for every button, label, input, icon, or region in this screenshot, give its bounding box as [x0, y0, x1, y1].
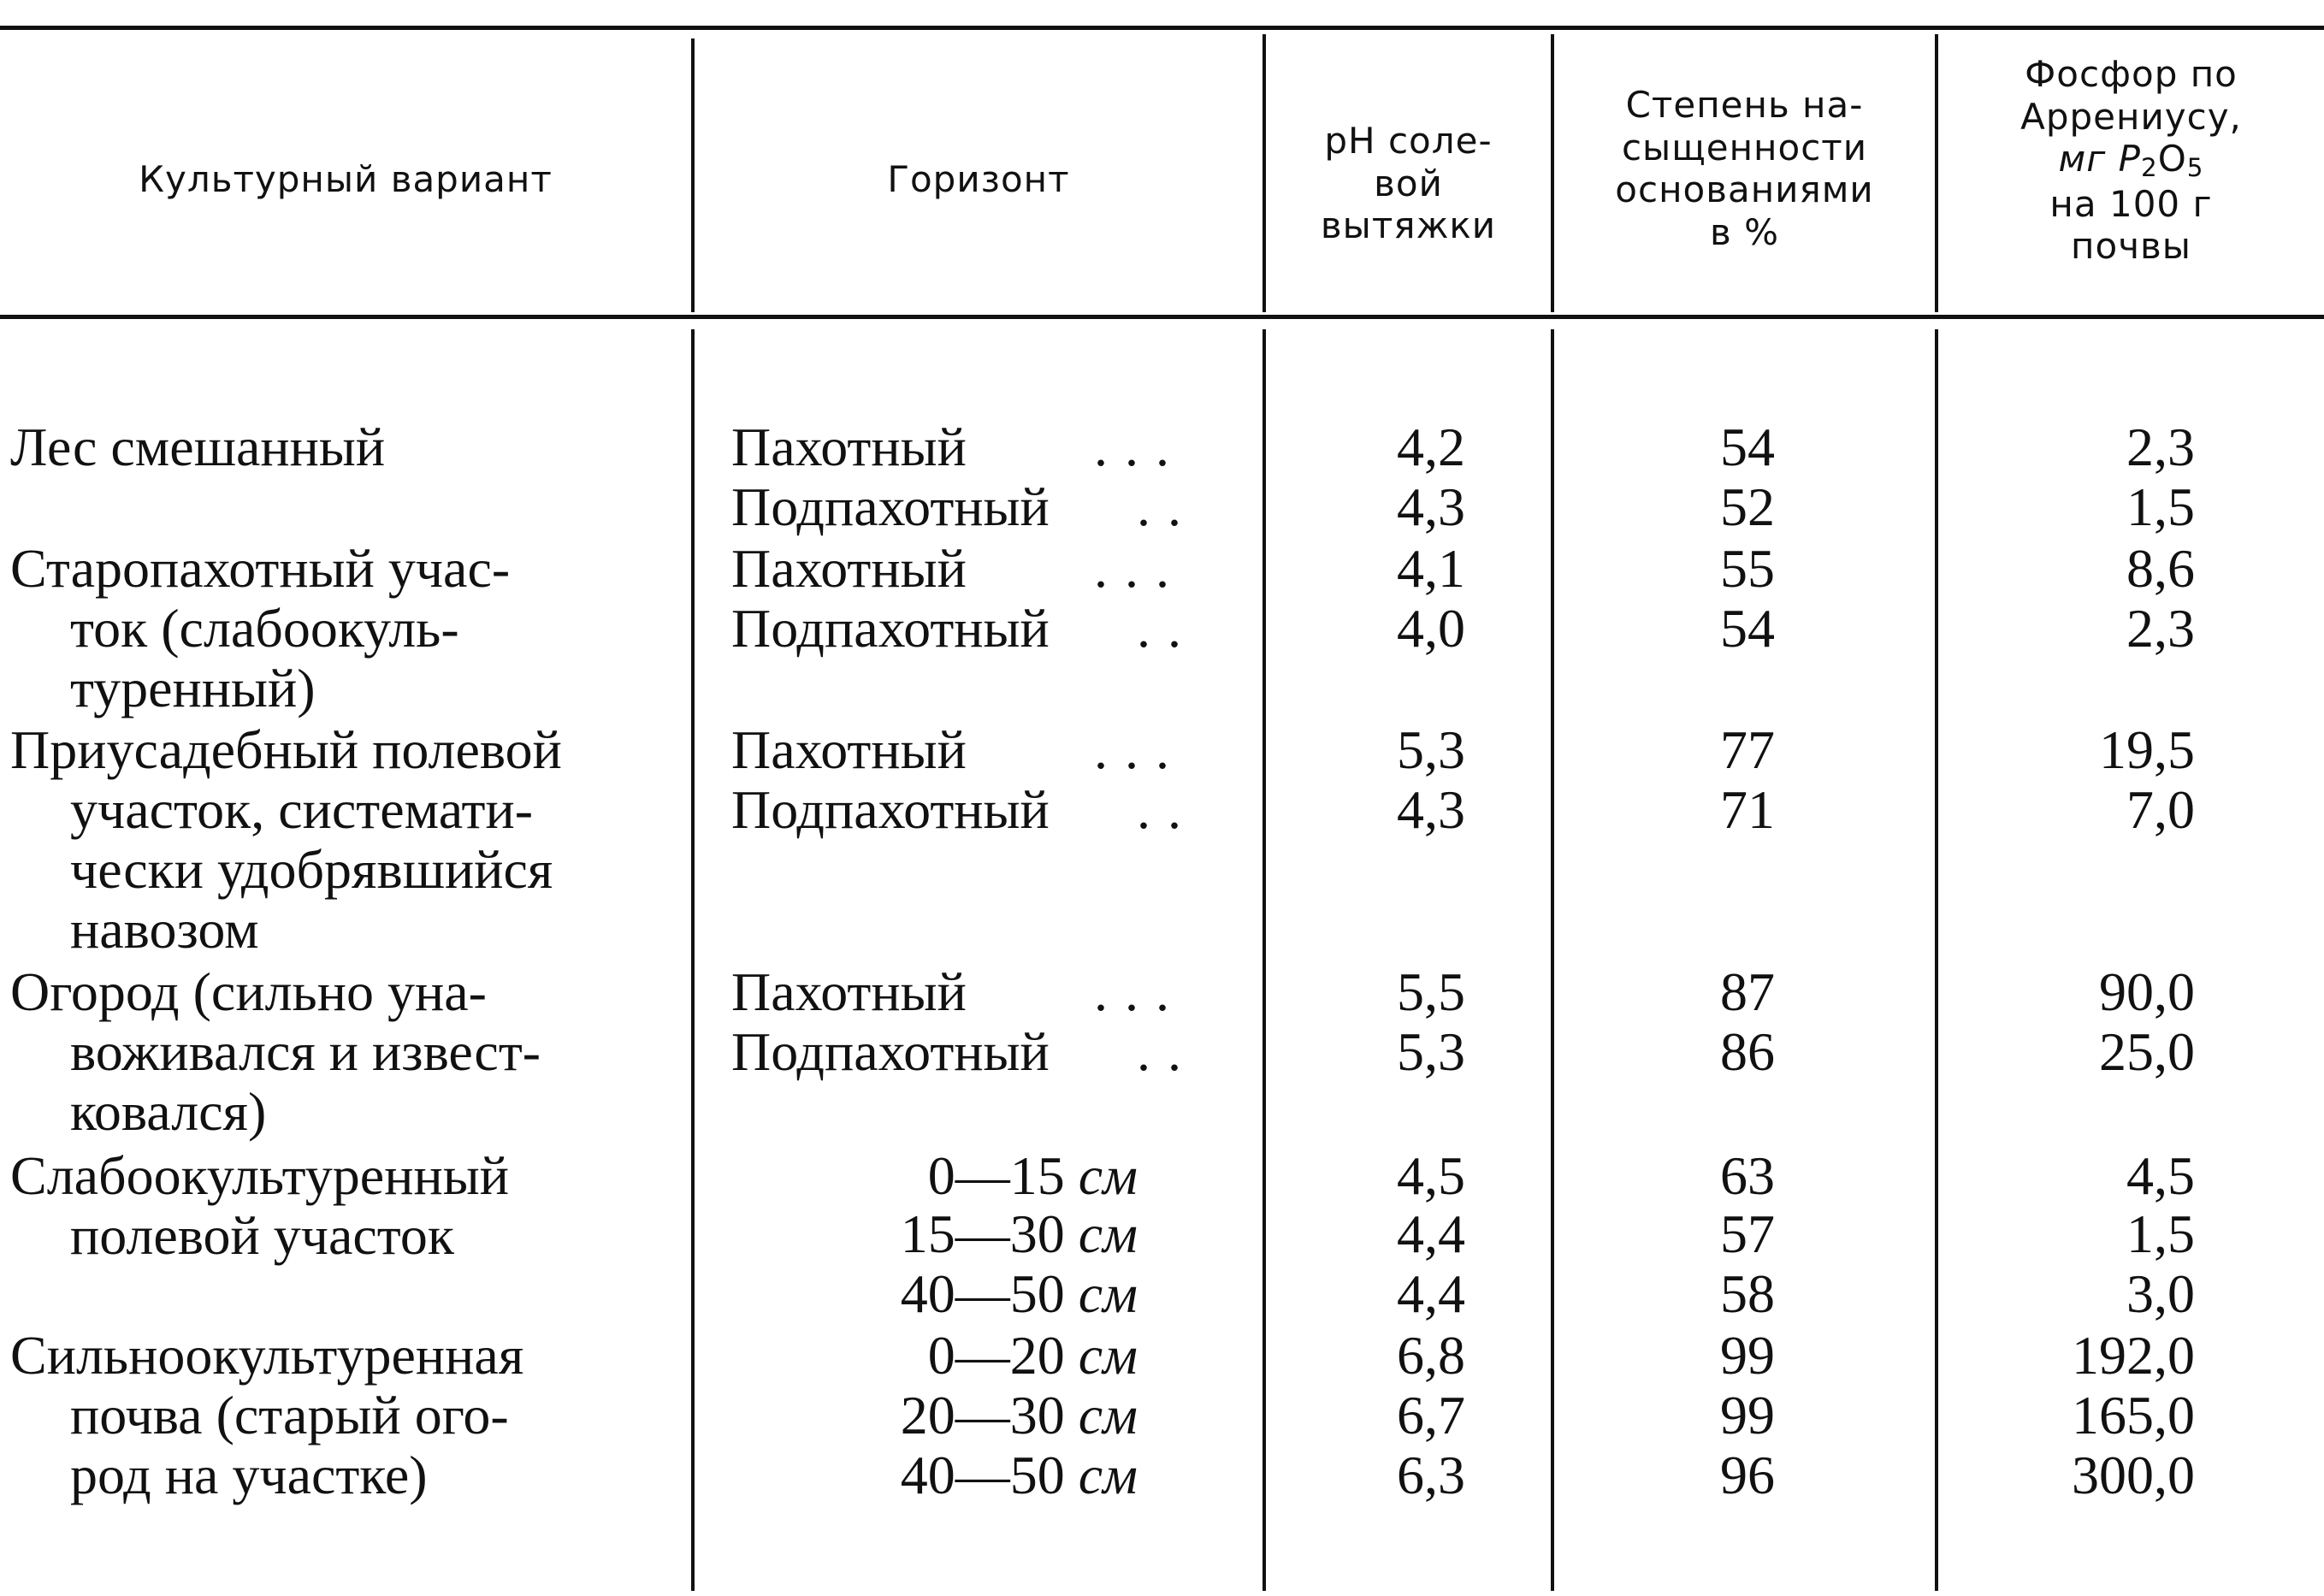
horizon-cell: 20—30 см — [900, 1385, 1138, 1445]
ph-cell: 5,5 — [1397, 961, 1465, 1022]
saturation-cell: 71 — [1720, 779, 1775, 840]
saturation-cell: 57 — [1720, 1203, 1775, 1264]
horizon-cell: Пахотный ... — [731, 538, 1186, 599]
phosphorus-cell: 7,0 — [2126, 779, 2195, 840]
phosphorus-cell: 2,3 — [2126, 598, 2195, 659]
phosphorus-cell: 1,5 — [2126, 476, 2195, 537]
horizon-cell: 40—50 см — [900, 1445, 1138, 1505]
ph-cell: 5,3 — [1397, 719, 1465, 780]
top-rule — [0, 26, 2324, 30]
divider-1-body — [691, 329, 695, 1591]
phosphorus-cell: 4,5 — [2126, 1145, 2195, 1206]
horizon-cell: Пахотный ... — [731, 417, 1186, 477]
horizon-cell: Подпахотный .. — [731, 1021, 1198, 1082]
ph-cell: 4,3 — [1397, 779, 1465, 840]
saturation-cell: 55 — [1720, 538, 1775, 599]
saturation-cell: 52 — [1720, 476, 1775, 537]
phosphorus-cell: 90,0 — [2099, 961, 2195, 1022]
variant-weakly-cultivated-field: Слабоокультуренный полевой участок — [10, 1145, 509, 1266]
horizon-cell: Подпахотный .. — [731, 779, 1198, 840]
horizon-cell: Подпахотный .. — [731, 598, 1198, 659]
phosphorus-cell: 192,0 — [2072, 1325, 2195, 1386]
phosphorus-cell: 165,0 — [2072, 1385, 2195, 1445]
variant-mixed-forest: Лес смешанный — [10, 417, 386, 477]
saturation-cell: 77 — [1720, 719, 1775, 780]
variant-highly-cultivated-soil: Сильноокультуренная почва (старый ого- род на участке) — [10, 1325, 524, 1505]
header-phosphorus: Фосфор по Аррениусу, мг $P_2O_5$ на 100 г почвы — [2020, 53, 2242, 268]
phosphorus-cell: 8,6 — [2126, 538, 2195, 599]
saturation-cell: 54 — [1720, 417, 1775, 477]
ph-cell: 4,3 — [1397, 476, 1465, 537]
phosphorus-cell: 300,0 — [2072, 1445, 2195, 1505]
ph-cell: 4,2 — [1397, 417, 1465, 477]
phosphorus-cell: 19,5 — [2099, 719, 2195, 780]
saturation-cell: 87 — [1720, 961, 1775, 1022]
ph-cell: 5,3 — [1397, 1021, 1465, 1082]
saturation-cell: 99 — [1720, 1325, 1775, 1386]
phosphorus-cell: 3,0 — [2126, 1263, 2195, 1324]
horizon-cell: Пахотный ... — [731, 961, 1186, 1022]
phosphorus-cell: 2,3 — [2126, 417, 2195, 477]
saturation-cell: 86 — [1720, 1021, 1775, 1082]
header-rule — [0, 315, 2324, 319]
saturation-cell: 54 — [1720, 598, 1775, 659]
header-horizon: Горизонт — [887, 158, 1070, 200]
saturation-cell: 96 — [1720, 1445, 1775, 1505]
variant-old-arable: Старопахотный учас- ток (слабоокуль- туренный) — [10, 538, 511, 718]
ph-cell: 4,4 — [1397, 1203, 1465, 1264]
ph-cell: 4,5 — [1397, 1145, 1465, 1206]
variant-homestead-field: Приусадебный полевой участок, системати- чески удобрявшийся навозом — [10, 719, 562, 960]
saturation-cell: 58 — [1720, 1263, 1775, 1324]
horizon-cell: 0—20 см — [927, 1325, 1138, 1386]
phosphorus-cell: 25,0 — [2099, 1021, 2195, 1082]
header-variant: Культурный вариант — [139, 158, 553, 200]
horizon-cell: 15—30 см — [900, 1203, 1138, 1264]
ph-cell: 4,0 — [1397, 598, 1465, 659]
saturation-cell: 99 — [1720, 1385, 1775, 1445]
horizon-cell: 0—15 см — [927, 1145, 1138, 1206]
ph-cell: 6,3 — [1397, 1445, 1465, 1505]
header-saturation: Степень на- сыщенности основаниями в % — [1615, 84, 1874, 253]
ph-cell: 4,4 — [1397, 1263, 1465, 1324]
phosphorus-cell: 1,5 — [2126, 1203, 2195, 1264]
horizon-cell: Подпахотный .. — [731, 476, 1198, 537]
ph-cell: 6,8 — [1397, 1325, 1465, 1386]
ph-cell: 6,7 — [1397, 1385, 1465, 1445]
saturation-cell: 63 — [1720, 1145, 1775, 1206]
header-ph: pH соле- вой вытяжки — [1320, 120, 1497, 247]
ph-cell: 4,1 — [1397, 538, 1465, 599]
horizon-cell: 40—50 см — [900, 1263, 1138, 1324]
variant-vegetable-garden: Огород (сильно уна- воживался и извест- ковался) — [10, 961, 541, 1142]
horizon-cell: Пахотный ... — [731, 719, 1186, 780]
